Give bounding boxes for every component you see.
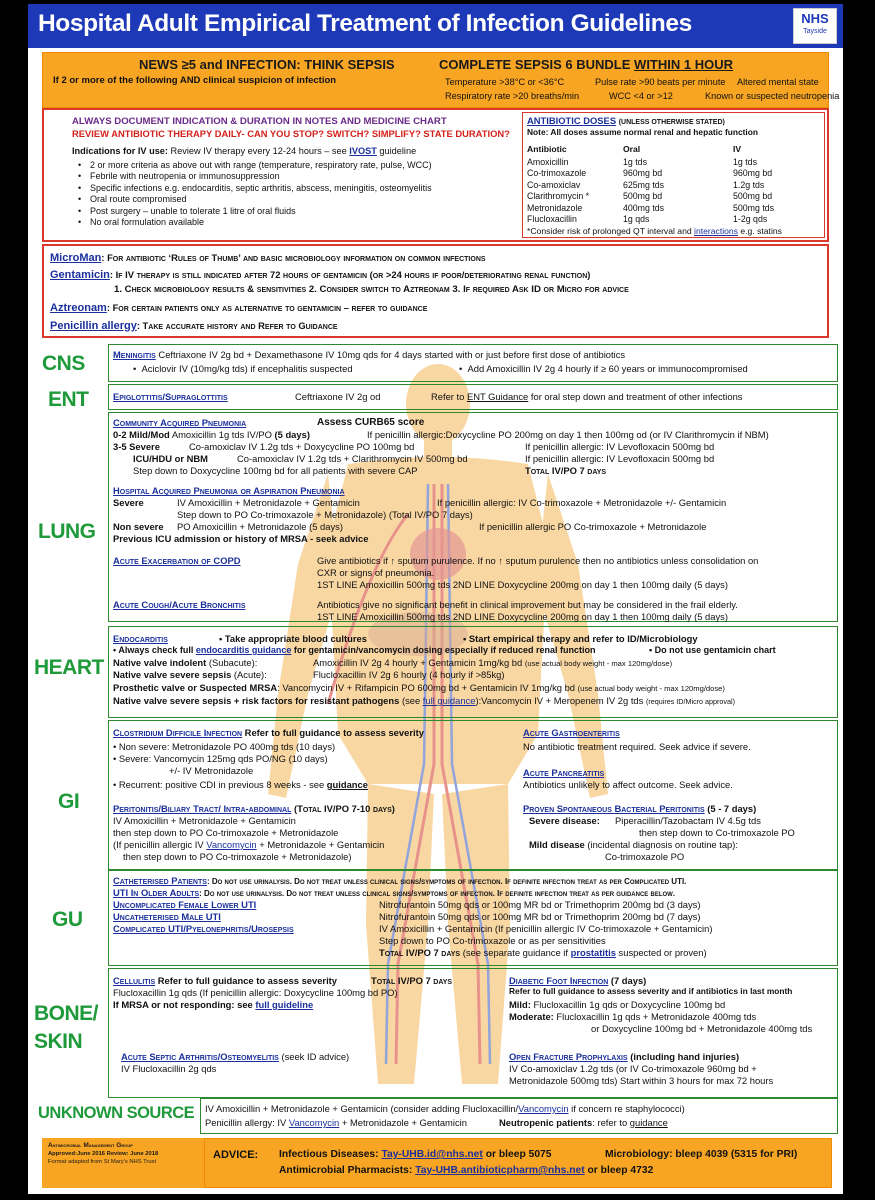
complicated-total (379, 947, 707, 958)
complicated-uti-text: IV Amoxicillin + Gentamicin (If penicillin allergic IV Co-trimoxazole + Gentamicin) (379, 923, 713, 934)
gu-box (108, 870, 838, 966)
iv-bullet: • 2 or more criteria as above out with range (temperature, respiratory rate, pulse, WCC) (74, 160, 432, 171)
open-fracture-link[interactable]: Open Fracture Prophylaxis (509, 1051, 628, 1062)
hap-link[interactable]: Hospital Acquired Pneumonia or Aspiration Pneumonia (113, 485, 345, 496)
cellulitis-total: Total IV/PO 7 days (371, 975, 453, 986)
mrsa-text: If MRSA or not responding: see (113, 999, 256, 1010)
dose-oral: 400mg tds (623, 202, 665, 213)
peritonitis-total: (Total IV/PO 7-10 days) (291, 803, 395, 814)
perit-l1: IV Amoxicillin + Metronidazole + Gentamicin (113, 815, 296, 826)
copd-link[interactable]: Acute Exacerbation of COPD (113, 555, 241, 566)
micro-contact: Microbiology: bleep 4039 (5315 for PRI) (605, 1149, 798, 1160)
footnote-text: *Consider risk of prolonged QT interval and (527, 226, 695, 236)
gentamicin-text: : If IV therapy is still indicated after 72 hours of gentamicin (or >24 hours if poor/deteriorating renal function) (109, 269, 591, 280)
cap-stepdown: Step down to Doxycycline 100mg bd for all patients with severe CAP (133, 465, 418, 476)
hap-icu: Previous ICU admission or history of MRSA - seek advice (113, 533, 369, 544)
footer-advice (204, 1138, 832, 1188)
copd-line1: Give antibiotics if ↑ sputum purulence. If no ↑ sputum purulence then no antibiotics unless consolidation on (317, 555, 759, 566)
cdi-ref: Refer to full guidance to assess severity (242, 727, 424, 738)
skin-label: SKIN (34, 1030, 83, 1053)
catheterised-link[interactable]: Catheterised Patients (113, 875, 207, 886)
cns-box (108, 344, 838, 382)
cap-icu-drug: Co-amoxiclav IV 1.2g tds + Clarithromycin IV 500mg bd (237, 453, 468, 464)
iv-text: Review IV therapy every 12-24 hours – see (167, 146, 350, 156)
dose-iv: 1g tds (733, 157, 757, 167)
iv-indications (72, 146, 416, 157)
microman-text: : For antibiotic ‘Rules of Thumb’ and basic microbiology information on common infections (101, 252, 486, 263)
footer-credits (42, 1138, 210, 1188)
sepsis-criteria-intro: If 2 or more of the following AND clinical suspicion of infection (53, 75, 337, 86)
indolent-note: (use actual body weight - max 120mg/dose) (524, 659, 673, 668)
perit-l4: then step down to PO Co-trimoxazole + Metronidazole) (123, 851, 352, 862)
penicillin-row (50, 320, 338, 333)
heart-native-indolent (113, 657, 257, 668)
dose-iv: 500mg bd (733, 191, 773, 202)
cough-link[interactable]: Acute Cough/Acute Bronchitis (113, 599, 246, 610)
prostatitis-link[interactable]: prostatitis (570, 947, 616, 958)
unknown-l1-end: if concern re staphylococci) (568, 1103, 685, 1114)
older-adults-text: : Do not use urinalysis. Do not treat unless clinical signs/symptoms of infection. If definite infection treat as per guidance below. (199, 889, 676, 898)
section-label-heart: HEART (34, 656, 104, 679)
cdi-row (113, 727, 424, 738)
section-label-ent: ENT (48, 388, 89, 411)
gentamicin-link[interactable]: Gentamicin (50, 269, 110, 281)
footer-adapted: Format adapted from St Mary's NHS Trust (48, 1159, 157, 1165)
pancreatitis-link[interactable]: Acute Pancreatitis (523, 767, 605, 778)
cap-mild-days: (5 days) (274, 429, 310, 440)
guideline-poster (28, 4, 843, 1194)
dose-oral: 960mg bd (623, 168, 663, 179)
dose-antibiotic: Clarithromycin * (527, 191, 590, 202)
bone-label: BONE/ (34, 1002, 99, 1025)
pharm-contact (279, 1165, 653, 1177)
pharm-bleep: or bleep 4732 (584, 1165, 654, 1176)
epiglottitis-link[interactable]: Epiglottitis/Supraglottitis (113, 391, 228, 402)
id-contact (279, 1149, 552, 1161)
microman-row (50, 252, 486, 265)
criteria-neutropenia: Known or suspected neutropenia (705, 91, 840, 101)
cap-mild-label: 0-2 Mild/Mod (113, 429, 170, 440)
penicillin-allergy-link[interactable]: Penicillin allergy (50, 320, 137, 332)
foot-mod-drug: Flucloxacillin 1g qds + Metronidazole 400mg tds (553, 1011, 757, 1022)
unknown-l2 (205, 1117, 467, 1128)
heart-check-end: for gentamicin/vancomycin dosing especially if reduced renal function (291, 645, 596, 655)
cap-total: Total IV/PO 7 days (525, 465, 607, 476)
sbp-mild-note: (incidental diagnosis on routine tap): (584, 839, 738, 850)
doses-panel (522, 112, 825, 238)
cap-link[interactable]: Community Acquired Pneumonia (113, 417, 247, 428)
pharm-label: Antimicrobial Pharmacists: (279, 1165, 416, 1176)
gu-total: Total IV/PO 7 days (379, 947, 461, 958)
perit-l3 (113, 839, 384, 850)
cns-amoxicillin-text: Add Amoxicillin IV 2g 4 hourly if ≥ 60 years or immunocompromised (467, 363, 748, 374)
catheterised-text: : Do not use urinalysis. Do not treat unless clinical signs/symptoms of infection. If definite infection treat as per Complicated UTI. (206, 877, 687, 886)
cough-line1: Antibiotics give no significant benefit in clinical improvement but may be considered in the frail elderly. (317, 599, 738, 610)
panc-text: Antibiotics unlikely to affect outcome. Seek advice. (523, 779, 733, 790)
section-label-gu: GU (52, 908, 83, 931)
sepsis-bundle (439, 57, 733, 72)
criteria-resp: Respiratory rate >20 breaths/min (445, 91, 580, 101)
id-label: Infectious Diseases: (279, 1149, 382, 1160)
cns-meningitis-row (113, 349, 625, 360)
sbp-stepdown: then step down to Co-trimoxazole PO (639, 827, 795, 838)
cellulitis-row (113, 975, 337, 986)
doses-title-row (527, 115, 725, 127)
hap-nonsevere-label: Non severe (113, 521, 164, 532)
neutropenic-text: : refer to (592, 1117, 630, 1128)
unknown-l2-mid: + Metronidazole + Gentamicin (339, 1117, 467, 1128)
prosthetic-note: (use actual body weight - max 120mg/dose) (577, 684, 725, 693)
cap-icu-label: ICU/HDU or NBM (133, 453, 208, 464)
copd-line3: 1ST LINE Amoxicillin 500mg tds 2ND LINE Doxycycline 200mg on day 1 then 100mg daily (5 days) (317, 579, 728, 590)
aztreonam-text: : For certain patients only as alternative to gentamicin – refer to guidance (106, 302, 428, 313)
foot-mild-drug: Flucloxacillin 1g qds or Doxycycline 100mg bd (530, 999, 726, 1010)
bone-skin-box (108, 968, 838, 1098)
neutropenic-guidance-link[interactable]: guidance (629, 1117, 668, 1128)
criteria-temp: Temperature >38°C or <36°C (445, 77, 565, 87)
septic-arthritis-drug: IV Flucloxacillin 2g qds (121, 1063, 217, 1074)
aztreonam-row (50, 302, 427, 315)
indolent-drug-text: Amoxicillin IV 2g 4 hourly + Gentamicin 1mg/kg bd (313, 657, 525, 668)
perit-l3-text: (If penicillin allergic IV (113, 839, 207, 850)
hap-severe-drug: IV Amoxicillin + Metronidazole + Gentamicin (177, 497, 360, 508)
foot-mod-label: Moderate: (509, 1011, 554, 1022)
documentation-box (42, 108, 829, 242)
cdi-recurrent (113, 779, 368, 790)
meningitis-text: Ceftriaxone IV 2g bd + Dexamethasone IV 10mg qds for 4 days started with or just before first dose of antibiotics (155, 349, 626, 360)
dose-oral: 500mg bd (623, 191, 663, 202)
criteria-pulse: Pulse rate >90 beats per minute (595, 77, 726, 87)
cap-severe-label: 3-5 Severe (113, 441, 160, 452)
hap-nonsevere-drug: PO Amoxicillin + Metronidazole (5 days) (177, 521, 343, 532)
open-fracture-note: (including hand injuries) (627, 1051, 740, 1062)
iv-end: guideline (376, 146, 417, 156)
review-line: REVIEW ANTIBIOTIC THERAPY DAILY- CAN YOU STOP? SWITCH? SIMPLIFY? STATE DURATION? (72, 128, 510, 139)
doses-note: Note: All doses assume normal renal and hepatic function (527, 127, 758, 137)
iv-bullet: • Oral route compromised (74, 194, 432, 205)
septic-arthritis-link[interactable]: Acute Septic Arthritis/Osteomyelitis (121, 1051, 279, 1062)
criteria-mental: Altered mental state (737, 77, 819, 87)
full-guideline-link[interactable]: full guideline (255, 999, 314, 1010)
cellulitis-mrsa (113, 999, 313, 1010)
iv-bullet: • Post surgery – unable to tolerate 1 litre of oral fluids (74, 206, 432, 217)
aztreonam-link[interactable]: Aztreonam (50, 302, 107, 314)
septic-arthritis-row (121, 1051, 349, 1062)
indolent-label: Native valve indolent (113, 657, 207, 668)
diabetic-foot-link[interactable]: Diabetic Foot Infection (509, 975, 609, 986)
dose-oral: 1g qds (623, 214, 650, 224)
diabetic-foot-row (509, 975, 646, 986)
indolent-sub: (Subacute): (206, 657, 258, 668)
doses-title[interactable]: ANTIBIOTIC DOSES (527, 115, 617, 126)
heart-empirical: • Start empirical therapy and refer to ID/Microbiology (463, 633, 698, 644)
sbp-severe-label: Severe disease: (529, 815, 600, 826)
ent-box (108, 384, 838, 410)
sbp-days: (5 - 7 days) (704, 803, 757, 814)
lung-box (108, 412, 838, 622)
dose-antibiotic: Co-amoxiclav (527, 179, 581, 190)
unknown-box (200, 1098, 838, 1134)
foot-mild (509, 999, 725, 1010)
ent-refer (431, 391, 742, 402)
foot-mild-label: Mild: (509, 999, 531, 1010)
open-fracture-l2: Metronidazole 500mg tds) Start within 3 hours for max 72 hours (509, 1075, 774, 1086)
endocarditis-guidance-link[interactable]: endocarditis guidance (195, 645, 292, 655)
aciclovir-text: Aciclovir IV (10mg/kg tds) if encephalitis suspected (141, 363, 353, 374)
section-label-bone-skin (34, 1000, 98, 1056)
prosthetic-label: Prosthetic valve or Suspected MRSA (113, 682, 278, 693)
sbp-severe-drug: Piperacillin/Tazobactam IV 4.5g tds (615, 815, 761, 826)
foot-ref: Refer to full guidance to assess severity and if antibiotics in last month (509, 986, 793, 996)
dose-iv: 1.2g tds (733, 179, 765, 190)
unknown-l1 (205, 1103, 685, 1114)
prosthetic-drug: : Vancomycin IV + Rifampicin PO 600mg bd + Gentamicin IV 1mg/kg bd (277, 682, 578, 693)
sepsis-bundle-text: COMPLETE SEPSIS 6 BUNDLE (439, 57, 635, 72)
cough-line2: 1ST LINE Amoxicillin 500mg tds 2ND LINE Doxycycline 200mg on day 1 then 100mg daily (5 days) (317, 611, 728, 622)
meningitis-link[interactable]: Meningitis (113, 349, 156, 360)
resistant-note: (requires ID/Micro approval) (645, 697, 736, 706)
hap-severe-label: Severe (113, 497, 144, 508)
heart-check-text: • Always check full (113, 645, 196, 655)
sbp-row (523, 803, 756, 814)
microman-link[interactable]: MicroMan (50, 252, 102, 264)
cdi-recurrent-text: • Recurrent: positive CDI in previous 8 weeks - see (113, 779, 327, 790)
dose-antibiotic: Co-trimoxazole (527, 168, 587, 179)
doses-title-note: (UNLESS OTHERWISE STATED) (618, 119, 725, 126)
gentamicin-steps: 1. Check microbiology results & sensitivities 2. Consider switch to Aztreonam 3. If required Ask ID or Micro for advice (114, 284, 629, 295)
iv-bullet: • No oral formulation available (74, 217, 432, 228)
iv-bullet-list (74, 160, 432, 228)
dose-oral: 1g tds (623, 157, 647, 167)
dose-iv: 1-2g qds (733, 214, 768, 224)
iv-bullet: • Specific infections e.g. endocarditis, septic arthritis, abscess, meningitis, osteomyelitis (74, 183, 432, 194)
unknown-l1-text: IV Amoxicillin + Metronidazole + Gentamicin (consider adding Flucloxacillin/ (205, 1103, 519, 1114)
microman-box (42, 244, 829, 338)
resistant-see: (see (399, 695, 423, 706)
cap-severe-allergy: If penicillin allergic: IV Levofloxacin 500mg bd (525, 441, 715, 452)
doses-header-iv: IV (733, 144, 742, 154)
pharm-email-link[interactable]: Tay-UHB.antibioticpharm@nhs.net (415, 1165, 585, 1176)
sbp-mild (529, 839, 738, 850)
logo-region-text: Tayside (803, 28, 827, 35)
hap-severe-allergy: If penicillin allergic: IV Co-trimoxazole + Metronidazole +/- Gentamicin (437, 497, 727, 508)
penicillin-text: : Take accurate history and Refer to Guidance (136, 320, 338, 331)
nhs-logo (793, 8, 837, 44)
peritonitis-row (113, 803, 395, 814)
severe-sub: (Acute): (231, 669, 267, 680)
foot-moderate (509, 1011, 756, 1022)
heart-resistant (113, 695, 735, 706)
cap-severe-drug: Co-amoxiclav IV 1.2g tds + Doxycycline PO 100mg bd (189, 441, 415, 452)
gu-total-end: suspected or proven) (615, 947, 707, 958)
heart-box (108, 626, 838, 718)
sepsis-within-hour: WITHIN 1 HOUR (634, 57, 733, 72)
septic-arthritis-note: (seek ID advice) (278, 1051, 350, 1062)
dose-oral: 625mg tds (623, 179, 665, 190)
doses-header-antibiotic: Antibiotic (527, 144, 567, 154)
neutropenic-label: Neutropenic patients (499, 1117, 593, 1128)
open-fracture-l1: IV Co-amoxiclav 1.2g tds (or IV Co-trimoxazole 960mg bd + (509, 1063, 757, 1074)
id-email-link[interactable]: Tay-UHB.id@nhs.net (381, 1149, 483, 1160)
cns-aciclovir: • Aciclovir IV (10mg/kg tds) if encephalitis suspected (133, 363, 353, 374)
sepsis-think: NEWS ≥5 and INFECTION: THINK SEPSIS (139, 57, 395, 72)
perit-l3-end: + Metronidazole + Gentamicin (256, 839, 385, 850)
logo-nhs-text: NHS (801, 11, 829, 26)
footer-approved: Approved:June 2016 Review: June 2018 (48, 1151, 159, 1157)
male-uti-text: Nitrofurantoin 50mg qds or 100mg MR bd or Trimethoprim 200mg bd (7 days) (379, 911, 701, 922)
cap-mild-allergy: If penicillin allergic:Doxycycline PO 200mg on day 1 then 100mg od (or IV Clarithromycin if NBM) (367, 429, 769, 440)
iv-bullet: • Febrile with neutropenia or immunosuppression (74, 171, 432, 182)
complicated-uti-link[interactable]: Complicated UTI/Pyelonephritis/Urosepsis (113, 923, 294, 934)
cdi-nonsevere: • Non severe: Metronidazole PO 400mg tds (10 days) (113, 741, 336, 752)
cdi-iv: +/- IV Metronidazole (169, 765, 254, 776)
dose-antibiotic: Flucloxacillin (527, 214, 577, 224)
cap-mild (113, 429, 310, 440)
open-fracture-row (509, 1051, 739, 1062)
heart-cultures: • Take appropriate blood cultures (219, 633, 367, 644)
iv-intro: Indications for IV use: (72, 146, 168, 156)
male-uti-link[interactable]: Uncatheterised Male UTI (113, 911, 221, 922)
ent-ceftriaxone: Ceftriaxone IV 2g od (295, 391, 381, 402)
unknown-vancomycin2-link[interactable]: Vancomycin (288, 1117, 340, 1128)
dose-antibiotic: Metronidazole (527, 202, 583, 213)
heart-check-guidance (113, 645, 595, 656)
section-label-gi: GI (58, 790, 80, 813)
female-uti-link[interactable]: Uncomplicated Female Lower UTI (113, 899, 257, 910)
unknown-l2-text: Penicillin allergy: IV (205, 1117, 289, 1128)
hap-nonsevere-allergy: If penicillin allergic PO Co-trimoxazole + Metronidazole (479, 521, 707, 532)
sbp-mild-label: Mild disease (529, 839, 585, 850)
gu-total-note: (see separate guidance if (460, 947, 571, 958)
doses-footnote (527, 226, 782, 236)
ent-refer-end: for oral step down and treatment of other infections (528, 391, 743, 402)
hap-stepdown: Step down to PO Co-trimoxazole + Metronidazole) (Total IV/PO 7 days) (177, 509, 473, 520)
female-uti-text: Nitrofurantoin 50mg qds or 100mg MR bd or Trimethoprim 200mg bd (3 days) (379, 899, 701, 910)
neutropenic-row (499, 1117, 668, 1128)
ivost-link[interactable]: IVOST (349, 146, 377, 156)
unknown-vancomycin-link[interactable]: Vancomycin (518, 1103, 569, 1114)
cellulitis-link[interactable]: Cellulitis (113, 975, 156, 986)
sbp-mild-drug: Co-trimoxazole PO (605, 851, 685, 862)
resistant-label: Native valve severe sepsis + risk factors for resistant pathogens (113, 695, 400, 706)
dose-antibiotic: Amoxicillin (527, 157, 569, 167)
severe-drug: Flucloxacillin IV 2g 6 hourly (4 hourly if >85kg) (313, 669, 505, 680)
cdi-severe: • Severe: Vancomycin 125mg qds PO/NG (10 days) (113, 753, 328, 764)
full-guidance-link[interactable]: full guidance (422, 695, 476, 706)
interactions-link[interactable]: interactions (694, 226, 738, 236)
catheterised-row (113, 875, 686, 886)
dose-iv: 500mg tds (733, 202, 775, 213)
vancomycin-link[interactable]: Vancomycin (206, 839, 257, 850)
foot-days: (7 days) (608, 975, 647, 986)
gi-box (108, 720, 838, 870)
sepsis-banner (42, 52, 840, 108)
cns-amoxicillin: • Add Amoxicillin IV 2g 4 hourly if ≥ 60 years or immunocompromised (459, 363, 748, 374)
cellulitis-ref: Refer to full guidance to assess severity (155, 975, 338, 986)
cap-mild-drug: Amoxicillin 1g tds IV/PO (169, 429, 275, 440)
older-adults-row (113, 887, 675, 898)
complicated-stepdown: Step down to PO Co-trimoxazole or as per sensitivities (379, 935, 606, 946)
cdi-link[interactable]: Clostridium Difficile Infection (113, 727, 243, 738)
perit-l2: then step down to PO Co-trimoxazole + Metronidazole (113, 827, 339, 838)
endocarditis-link[interactable]: Endocarditis (113, 633, 168, 644)
older-adults-link[interactable]: UTI In Older Adults (113, 887, 200, 898)
resistant-drug: ):Vancomycin IV + Meropenem IV 2g tds (475, 695, 646, 706)
gentamicin-row (50, 269, 590, 282)
heart-native-severe (113, 669, 267, 680)
section-label-unknown: UNKNOWN SOURCE (38, 1104, 195, 1122)
section-label-cns: CNS (42, 352, 85, 375)
heart-no-chart: • Do not use gentamicin chart (649, 645, 776, 655)
indolent-drug (313, 657, 672, 669)
doses-header-oral: Oral (623, 144, 641, 154)
gastroenteritis-link[interactable]: Acute Gastroenteritis (523, 727, 620, 738)
gastro-text: No antibiotic treatment required. Seek advice if severe. (523, 741, 751, 752)
cap-icu-allergy: If penicillin allergic: IV Levofloxacin 500mg bd (525, 453, 715, 464)
sepsis-headline (139, 57, 733, 72)
advice-label: ADVICE: (213, 1149, 259, 1161)
footer-group: Antimicrobial Management Group (48, 1142, 133, 1149)
cellulitis-drug: Flucloxacillin 1g qds (If penicillin allergic: Doxycycline 100mg bd PO) (113, 987, 398, 998)
header-bar (28, 4, 843, 48)
id-bleep: or bleep 5075 (482, 1149, 552, 1160)
heart-prosthetic (113, 682, 725, 694)
sbp-link[interactable]: Proven Spontaneous Bacterial Peritonitis (523, 803, 705, 814)
footnote-end: e.g. statins (737, 226, 782, 236)
copd-line2: CXR or signs of pneumonia. (317, 567, 435, 578)
curb65: Assess CURB65 score (317, 417, 425, 428)
page-title: Hospital Adult Empirical Treatment of Infection Guidelines (38, 10, 692, 37)
ent-guidance-link[interactable]: ENT Guidance (466, 391, 529, 402)
severe-label: Native valve severe sepsis (113, 669, 232, 680)
peritonitis-link[interactable]: Peritonitis/Biliary Tract/ Intra-abdominal (113, 803, 292, 814)
ent-refer-text: Refer to (431, 391, 467, 402)
document-line: ALWAYS DOCUMENT INDICATION & DURATION IN NOTES AND MEDICINE CHART (72, 116, 447, 127)
section-label-lung: LUNG (38, 520, 96, 543)
cdi-guidance-link[interactable]: guidance (326, 779, 368, 790)
foot-mod-alt: or Doxycycline 100mg bd + Metronidazole 400mg tds (591, 1023, 813, 1034)
criteria-wcc: WCC <4 or >12 (609, 91, 673, 101)
dose-iv: 960mg bd (733, 168, 773, 179)
